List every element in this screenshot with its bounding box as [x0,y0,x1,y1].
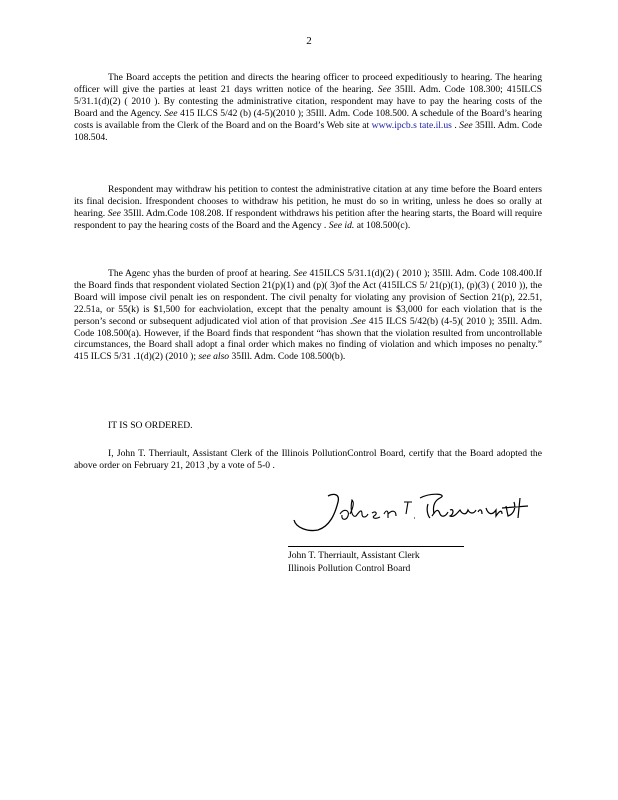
signature-line [288,546,464,547]
citation-signal: See [377,83,392,95]
text: 35Ill. Adm. Code 108.500(b). [229,351,346,363]
citation-signal: See [328,219,343,231]
signatory-organization: Illinois Pollution Control Board [288,563,411,574]
text: 415ILCS 5/31.1(d)(2) ( 2010 ); 35Ill. Adm. Code 108.400.If the Board finds that respondent violated Section 21(p)(1) and (p)( 3)of the Act (415ILCS 5/ 21(p)(1), (p)(3) ( 2010 )), the Board will impose civil penalt ies on respondent. The civil penalty for violating any provision of Section 21(p), 22.51, 22.51a, or 55(k) is $1,500 for eachviolation, except that the penalty amount is $3,000 for each violation that is the person’s second or subsequent adjudicated viol ation of that provision . [74,268,542,327]
paragraph-hearing [74,72,542,143]
citation-signal: See [164,107,178,119]
signatory-name-title: John T. Therriault, Assistant Clerk [288,550,420,561]
paragraph-burden-of-proof [74,268,542,363]
page-number: 2 [306,35,312,47]
citation-signal: id. [342,219,355,231]
text: 415 ILCS 5/42(b) (4-5)( 2010 ); 35Ill. Adm. Code 108.500(a). However, if the Board finds that respondent “has shown that the violation resulted from uncontrollable circumstances, the Board shall adopt a final order which makes no finding of violation and which imposes no penalty.” 415 ILCS 5/31 .1(d)(2) (2010 ); [74,315,542,363]
certification-paragraph: I, John T. Therriault, Assistant Clerk of the Illinois PollutionControl Board, certify that the Board adopted the above order on February 21, 2013 ,by a vote of 5-0 . [74,448,542,471]
text: Respondent may withdraw his petition to contest the administrative citation at any time before the Board enters its final decision. Ifrespondent chooses to withdraw his petition, he must do so in writing, unless he does so orally at hearing. [74,184,542,219]
citation-signal: See [352,315,366,327]
handwritten-signature [288,484,548,538]
text: The Agenc yhas the burden of proof at hearing. [108,268,294,279]
text: The Board accepts the petition and directs the hearing officer to proceed expeditiously to hearing. The hearing officer will give the parties at least 21 days written notice of the hearing. [74,72,542,95]
text: 35Ill. Adm. Code 108.300; 415ILCS 5/31.1(d)(2) ( 2010 ). By contesting the administrative citation, respondent may have to pay the hearing costs of the Board and the Agency. [74,83,542,119]
paragraph-withdraw [74,184,542,232]
signature-block [288,549,420,575]
text: 35Ill. Adm.Code 108.208. If respondent withdraws his petition after the hearing starts, the Board will require respondent to pay the hearing costs of the Board and the Agency . [74,207,542,231]
citation-signal: See [107,207,121,219]
citation-signal: See [459,119,473,131]
citation-signal: see also [198,351,230,363]
text: 415 ILCS 5/42 (b) (4-5)(2010 ); 35Ill. Adm. Code 108.500. A schedule of the Board’s hearing costs is available from the Clerk of the Board and on the Board’s Web site at [74,107,542,131]
ordered-statement: IT IS SO ORDERED. [108,420,193,431]
board-website-link[interactable]: www.ipcb.s tate.il.us [371,119,452,131]
citation-signal: See [293,268,307,279]
text: . [451,119,460,131]
text: at 108.500(c). [354,219,411,231]
text: 35Ill. Adm. Code 108.504. [74,119,542,143]
